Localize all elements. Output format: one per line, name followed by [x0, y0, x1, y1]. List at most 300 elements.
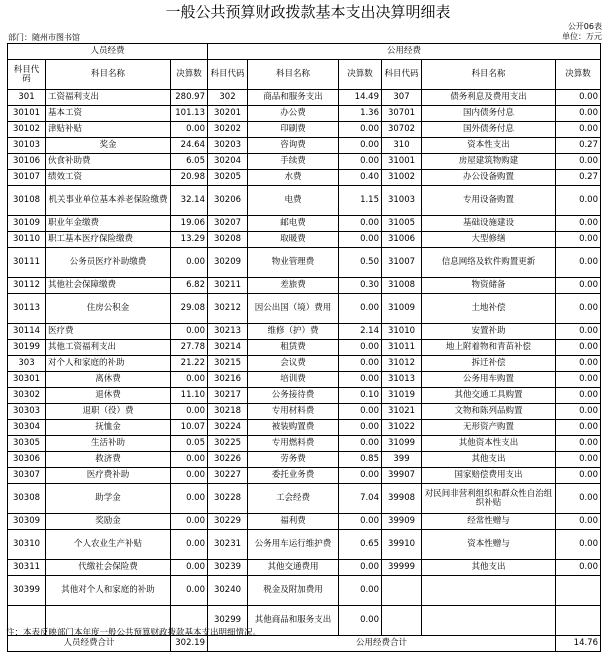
- cell-name: 资本性支出: [422, 138, 556, 154]
- table-row: [8, 248, 601, 278]
- cell-name: 抚恤金: [46, 420, 171, 436]
- cell-amount: 0.00: [339, 154, 382, 170]
- page-title: 一般公共预算财政拨款基本支出决算明细表: [165, 3, 451, 21]
- cell-code: 30399: [8, 576, 46, 606]
- table-body: [8, 90, 601, 636]
- cell-amount: 10.07: [171, 420, 208, 436]
- cell-code: 30702: [382, 122, 422, 138]
- cell-code: 301: [8, 90, 46, 106]
- cell-amount: 0.30: [339, 278, 382, 294]
- public-total-value: 14.76: [556, 636, 601, 652]
- table-row: [8, 138, 601, 154]
- cell-amount: 0.65: [339, 530, 382, 560]
- unit-label: 单位：万元: [562, 32, 602, 41]
- cell-amount: 1.15: [339, 186, 382, 216]
- cell-name: 委托业务费: [248, 468, 339, 484]
- col-header-name: 科目名称: [248, 60, 339, 90]
- cell-code: 30201: [208, 106, 248, 122]
- cell-amount: 0.00: [556, 278, 601, 294]
- table-row: [8, 530, 601, 560]
- cell-amount: 32.14: [171, 186, 208, 216]
- table-row: [8, 106, 601, 122]
- col-header-name: 科目名称: [46, 60, 171, 90]
- cell-name: 国家赔偿费用支出: [422, 468, 556, 484]
- cell-name: 离休费: [46, 372, 171, 388]
- cell-name: 代缴社会保险费: [46, 560, 171, 576]
- cell-code: 30307: [8, 468, 46, 484]
- cell-amount: 0.00: [171, 484, 208, 514]
- cell-name: 其他工资福利支出: [46, 340, 171, 356]
- cell-name: 土地补偿: [422, 294, 556, 324]
- cell-name: 其他支出: [422, 560, 556, 576]
- cell-code: 30107: [8, 170, 46, 186]
- cell-name: 生活补助: [46, 436, 171, 452]
- personnel-total-value: 302.19: [171, 636, 208, 652]
- cell-amount: 11.10: [171, 388, 208, 404]
- table-row: [8, 216, 601, 232]
- cell-amount: 0.00: [171, 372, 208, 388]
- public-total-label: 公用经费合计: [208, 636, 556, 652]
- table-row: [8, 514, 601, 530]
- table-row: [8, 420, 601, 436]
- cell-name: 其他交通费用: [248, 560, 339, 576]
- cell-code: 31011: [382, 340, 422, 356]
- cell-name: 商品和服务支出: [248, 90, 339, 106]
- cell-code: 31003: [382, 186, 422, 216]
- cell-code: 30240: [208, 576, 248, 606]
- cell-amount: 0.00: [556, 436, 601, 452]
- cell-name: 拆迁补偿: [422, 356, 556, 372]
- cell-amount: 6.05: [171, 154, 208, 170]
- cell-amount: 20.98: [171, 170, 208, 186]
- col-header-code: 科目代码: [8, 60, 46, 90]
- table-row: [8, 324, 601, 340]
- cell-amount: 0.00: [556, 216, 601, 232]
- cell-code: 30216: [208, 372, 248, 388]
- cell-name: 对个人和家庭的补助: [46, 356, 171, 372]
- cell-code: 31012: [382, 356, 422, 372]
- cell-amount: 0.00: [339, 294, 382, 324]
- cell-code: 303: [8, 356, 46, 372]
- expenditure-table: [7, 43, 601, 652]
- cell-amount: 0.00: [339, 372, 382, 388]
- cell-amount: 0.00: [556, 248, 601, 278]
- cell-code: 30217: [208, 388, 248, 404]
- cell-name: 被装购置费: [248, 420, 339, 436]
- cell-code: 30308: [8, 484, 46, 514]
- cell-amount: 0.00: [556, 90, 601, 106]
- cell-code: 30227: [208, 468, 248, 484]
- cell-name: 职工基本医疗保险缴费: [46, 232, 171, 248]
- cell-amount: [556, 576, 601, 606]
- cell-code: 30211: [208, 278, 248, 294]
- col-header-amount: 决算数: [556, 60, 601, 90]
- cell-name: 专用燃料费: [248, 436, 339, 452]
- table-row: [8, 560, 601, 576]
- cell-name: 国内债务付息: [422, 106, 556, 122]
- cell-amount: 0.00: [339, 232, 382, 248]
- cell-name: 文物和陈列品购置: [422, 404, 556, 420]
- cell-name: 维修（护）费: [248, 324, 339, 340]
- cell-amount: 21.22: [171, 356, 208, 372]
- cell-code: 31013: [382, 372, 422, 388]
- cell-name: 咨询费: [248, 138, 339, 154]
- cell-code: 30214: [208, 340, 248, 356]
- table-row: [8, 452, 601, 468]
- cell-name: 因公出国（境）费用: [248, 294, 339, 324]
- table-row: [8, 356, 601, 372]
- cell-code: 31007: [382, 248, 422, 278]
- public-section-header: 公用经费: [208, 44, 601, 60]
- cell-amount: 0.50: [339, 248, 382, 278]
- cell-code: 31010: [382, 324, 422, 340]
- cell-amount: 2.14: [339, 324, 382, 340]
- cell-code: 39910: [382, 530, 422, 560]
- table-row: [8, 186, 601, 216]
- cell-name: 邮电费: [248, 216, 339, 232]
- cell-code: 30303: [8, 404, 46, 420]
- cell-amount: 0.10: [339, 388, 382, 404]
- personnel-total-label: 人员经费合计: [8, 636, 171, 652]
- table-row: [8, 436, 601, 452]
- cell-amount: 0.00: [339, 576, 382, 606]
- cell-code: 39999: [382, 560, 422, 576]
- table-row: [8, 294, 601, 324]
- cell-code: 30299: [208, 606, 248, 636]
- cell-amount: 0.05: [171, 436, 208, 452]
- table-row: [8, 122, 601, 138]
- cell-amount: 6.82: [171, 278, 208, 294]
- cell-amount: 0.00: [556, 122, 601, 138]
- cell-code: 30239: [208, 560, 248, 576]
- cell-name: 印刷费: [248, 122, 339, 138]
- table-row: [8, 90, 601, 106]
- cell-name: 医疗费补助: [46, 468, 171, 484]
- cell-name: 手续费: [248, 154, 339, 170]
- cell-name: 机关事业单位基本养老保险缴费: [46, 186, 171, 216]
- cell-code: 30213: [208, 324, 248, 340]
- table-row: [8, 576, 601, 606]
- cell-name: 其他交通工具购置: [422, 388, 556, 404]
- cell-amount: 0.00: [171, 324, 208, 340]
- cell-amount: 0.00: [556, 514, 601, 530]
- cell-amount: 0.00: [339, 122, 382, 138]
- col-header-amount: 决算数: [171, 60, 208, 90]
- cell-name: 大型修缮: [422, 232, 556, 248]
- cell-code: 30202: [208, 122, 248, 138]
- cell-amount: 14.49: [339, 90, 382, 106]
- cell-code: 30231: [208, 530, 248, 560]
- footnote: 注：本表反映部门本年度一般公共预算财政拨款基本支出明细情况。: [6, 628, 262, 638]
- cell-amount: 0.00: [171, 122, 208, 138]
- cell-amount: 0.27: [556, 138, 601, 154]
- cell-code: 31001: [382, 154, 422, 170]
- cell-code: 30301: [8, 372, 46, 388]
- table-row: [8, 232, 601, 248]
- cell-name: [422, 606, 556, 636]
- cell-name: 职业年金缴费: [46, 216, 171, 232]
- cell-code: 30311: [8, 560, 46, 576]
- cell-name: 绩效工资: [46, 170, 171, 186]
- cell-name: 安置补助: [422, 324, 556, 340]
- cell-code: 30309: [8, 514, 46, 530]
- cell-code: 30302: [8, 388, 46, 404]
- table-row: [8, 468, 601, 484]
- cell-amount: 0.00: [556, 154, 601, 170]
- cell-amount: 0.00: [556, 388, 601, 404]
- cell-code: 399: [382, 452, 422, 468]
- cell-amount: 0.00: [339, 356, 382, 372]
- cell-amount: 29.08: [171, 294, 208, 324]
- cell-name: 住房公积金: [46, 294, 171, 324]
- cell-name: 电费: [248, 186, 339, 216]
- cell-amount: 1.36: [339, 106, 382, 122]
- cell-amount: 0.00: [339, 404, 382, 420]
- cell-name: 公务用车运行维护费: [248, 530, 339, 560]
- cell-name: 公务用车购置: [422, 372, 556, 388]
- cell-amount: 0.00: [339, 560, 382, 576]
- cell-code: 30215: [208, 356, 248, 372]
- table-row: [8, 340, 601, 356]
- cell-amount: 280.97: [171, 90, 208, 106]
- cell-amount: 0.00: [339, 216, 382, 232]
- cell-amount: 0.00: [556, 372, 601, 388]
- cell-amount: 0.00: [171, 560, 208, 576]
- cell-code: 30218: [208, 404, 248, 420]
- cell-name: 工资福利支出: [46, 90, 171, 106]
- cell-name: 地上附着物和青苗补偿: [422, 340, 556, 356]
- cell-code: 30111: [8, 248, 46, 278]
- cell-name: 差旅费: [248, 278, 339, 294]
- cell-code: 30310: [8, 530, 46, 560]
- cell-amount: 0.00: [556, 232, 601, 248]
- cell-amount: 0.00: [556, 560, 601, 576]
- cell-code: 30204: [208, 154, 248, 170]
- cell-code: 31022: [382, 420, 422, 436]
- cell-amount: 0.00: [556, 340, 601, 356]
- cell-amount: 0.00: [339, 340, 382, 356]
- cell-code: 30109: [8, 216, 46, 232]
- cell-amount: [556, 606, 601, 636]
- cell-name: 信息网络及软件购置更新: [422, 248, 556, 278]
- cell-name: 租赁费: [248, 340, 339, 356]
- cell-name: 其他社会保障缴费: [46, 278, 171, 294]
- cell-code: [382, 606, 422, 636]
- cell-amount: 13.29: [171, 232, 208, 248]
- cell-amount: 0.00: [339, 606, 382, 636]
- cell-code: 310: [382, 138, 422, 154]
- cell-amount: 0.00: [339, 514, 382, 530]
- cell-amount: 0.00: [556, 530, 601, 560]
- cell-amount: 19.06: [171, 216, 208, 232]
- cell-name: 债务利息及费用支出: [422, 90, 556, 106]
- cell-amount: 0.00: [339, 468, 382, 484]
- col-header-code: 科目代码: [382, 60, 422, 90]
- cell-code: 39909: [382, 514, 422, 530]
- department-label: 部门：随州市图书馆: [8, 33, 80, 42]
- cell-name: 专用材料费: [248, 404, 339, 420]
- cell-code: 30106: [8, 154, 46, 170]
- cell-name: 基本工资: [46, 106, 171, 122]
- cell-code: 30229: [208, 514, 248, 530]
- cell-code: 30110: [8, 232, 46, 248]
- col-header-name: 科目名称: [422, 60, 556, 90]
- cell-name: 物资储备: [422, 278, 556, 294]
- cell-code: 30205: [208, 170, 248, 186]
- cell-name: 税金及附加费用: [248, 576, 339, 606]
- cell-name: 房屋建筑物购建: [422, 154, 556, 170]
- cell-code: 30206: [208, 186, 248, 216]
- cell-name: 物业管理费: [248, 248, 339, 278]
- cell-name: 会议费: [248, 356, 339, 372]
- cell-amount: 0.00: [339, 436, 382, 452]
- cell-code: 30212: [208, 294, 248, 324]
- cell-name: 个人农业生产补贴: [46, 530, 171, 560]
- cell-name: 工会经费: [248, 484, 339, 514]
- cell-amount: 0.00: [556, 356, 601, 372]
- cell-name: 奖金: [46, 138, 171, 154]
- cell-name: 培训费: [248, 372, 339, 388]
- cell-amount: 0.00: [556, 452, 601, 468]
- cell-code: 39908: [382, 484, 422, 514]
- cell-amount: 0.00: [556, 186, 601, 216]
- cell-amount: 7.04: [339, 484, 382, 514]
- cell-code: 30224: [208, 420, 248, 436]
- column-header-row: [8, 60, 601, 90]
- table-row: [8, 170, 601, 186]
- cell-code: 31006: [382, 232, 422, 248]
- cell-code: 31002: [382, 170, 422, 186]
- table-row: [8, 372, 601, 388]
- cell-amount: 0.27: [556, 170, 601, 186]
- table-code: 公开06表: [567, 22, 602, 31]
- table-row: [8, 484, 601, 514]
- cell-name: 专用设备购置: [422, 186, 556, 216]
- cell-code: 31099: [382, 436, 422, 452]
- cell-name: 经常性赠与: [422, 514, 556, 530]
- cell-amount: 0.00: [339, 420, 382, 436]
- cell-code: 30208: [208, 232, 248, 248]
- cell-code: 31005: [382, 216, 422, 232]
- cell-name: 津贴补贴: [46, 122, 171, 138]
- cell-code: 302: [208, 90, 248, 106]
- cell-name: 无形资产购置: [422, 420, 556, 436]
- col-header-amount: 决算数: [339, 60, 382, 90]
- cell-code: 30304: [8, 420, 46, 436]
- cell-name: 办公费: [248, 106, 339, 122]
- cell-amount: 101.13: [171, 106, 208, 122]
- cell-name: 救济费: [46, 452, 171, 468]
- cell-amount: 0.00: [171, 530, 208, 560]
- cell-code: 30108: [8, 186, 46, 216]
- cell-code: 30113: [8, 294, 46, 324]
- cell-amount: 0.00: [171, 576, 208, 606]
- cell-code: 307: [382, 90, 422, 106]
- cell-amount: 0.00: [556, 294, 601, 324]
- cell-code: 30203: [208, 138, 248, 154]
- cell-name: 对民间非营利组织和群众性自治组织补贴: [422, 484, 556, 514]
- cell-name: 取暖费: [248, 232, 339, 248]
- cell-name: 水费: [248, 170, 339, 186]
- cell-name: 基础设施建设: [422, 216, 556, 232]
- table-row: [8, 154, 601, 170]
- cell-name: 资本性赠与: [422, 530, 556, 560]
- cell-name: 福利费: [248, 514, 339, 530]
- cell-code: 31009: [382, 294, 422, 324]
- cell-code: 30701: [382, 106, 422, 122]
- personnel-section-header: 人员经费: [8, 44, 208, 60]
- cell-code: 30225: [208, 436, 248, 452]
- cell-amount: 27.78: [171, 340, 208, 356]
- cell-code: 31021: [382, 404, 422, 420]
- cell-code: 30199: [8, 340, 46, 356]
- cell-amount: 0.00: [171, 404, 208, 420]
- cell-code: 39907: [382, 468, 422, 484]
- cell-code: 30207: [208, 216, 248, 232]
- cell-amount: 0.40: [339, 170, 382, 186]
- cell-amount: 0.00: [339, 138, 382, 154]
- cell-amount: 0.00: [556, 468, 601, 484]
- cell-amount: 0.00: [171, 468, 208, 484]
- cell-name: 公务接待费: [248, 388, 339, 404]
- table-row: [8, 404, 601, 420]
- cell-code: 30103: [8, 138, 46, 154]
- cell-code: 30114: [8, 324, 46, 340]
- cell-name: 国外债务付息: [422, 122, 556, 138]
- table-row: [8, 388, 601, 404]
- cell-name: 公务员医疗补助缴费: [46, 248, 171, 278]
- cell-code: 31019: [382, 388, 422, 404]
- cell-name: 伙食补助费: [46, 154, 171, 170]
- cell-code: 30305: [8, 436, 46, 452]
- cell-name: 退职（役）费: [46, 404, 171, 420]
- cell-amount: 0.00: [556, 324, 601, 340]
- cell-name: 奖励金: [46, 514, 171, 530]
- cell-amount: 0.00: [556, 420, 601, 436]
- table-row: [8, 278, 601, 294]
- cell-amount: 0.00: [556, 484, 601, 514]
- cell-code: 30112: [8, 278, 46, 294]
- cell-amount: 0.00: [171, 248, 208, 278]
- cell-name: 其他资本性支出: [422, 436, 556, 452]
- cell-amount: 0.00: [171, 514, 208, 530]
- cell-code: 30228: [208, 484, 248, 514]
- cell-name: 退休费: [46, 388, 171, 404]
- cell-amount: 0.00: [556, 106, 601, 122]
- cell-name: 其他对个人和家庭的补助: [46, 576, 171, 606]
- cell-amount: 0.85: [339, 452, 382, 468]
- section-header-row: [8, 44, 601, 60]
- cell-name: 助学金: [46, 484, 171, 514]
- cell-code: 30209: [208, 248, 248, 278]
- cell-code: 30102: [8, 122, 46, 138]
- cell-name: 其他支出: [422, 452, 556, 468]
- cell-amount: 0.00: [171, 452, 208, 468]
- cell-code: [382, 576, 422, 606]
- cell-name: 医疗费: [46, 324, 171, 340]
- cell-name: 劳务费: [248, 452, 339, 468]
- cell-name: [422, 576, 556, 606]
- cell-amount: 0.00: [556, 404, 601, 420]
- cell-code: 30226: [208, 452, 248, 468]
- cell-code: 30306: [8, 452, 46, 468]
- cell-code: 31008: [382, 278, 422, 294]
- cell-name: 其他商品和服务支出: [248, 606, 339, 636]
- col-header-code: 科目代码: [208, 60, 248, 90]
- cell-code: 30101: [8, 106, 46, 122]
- cell-name: 办公设备购置: [422, 170, 556, 186]
- cell-amount: 24.64: [171, 138, 208, 154]
